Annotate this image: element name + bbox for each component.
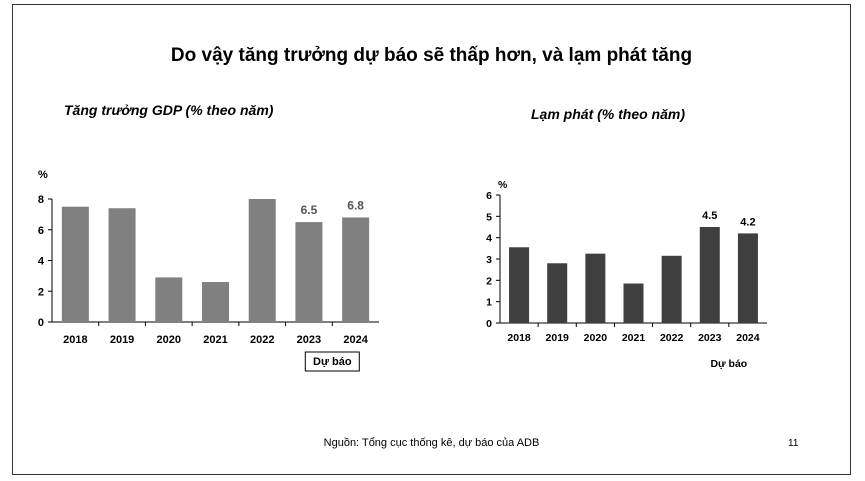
x-tick-label: 2022 (249, 334, 275, 346)
x-tick-label: 2021 (203, 334, 228, 346)
x-tick-label: 2024 (736, 332, 760, 344)
x-tick-label: 2019 (545, 332, 569, 344)
bar-2022 (662, 256, 682, 323)
y-tick-label: 6 (486, 190, 492, 202)
y-axis-label: % (38, 169, 48, 181)
page-number: 11 (788, 438, 799, 449)
forecast-label: Dự báo (710, 358, 748, 370)
bar-2021 (624, 284, 644, 323)
bar-2023 (700, 227, 720, 323)
data-label: 6.8 (347, 198, 364, 213)
x-tick-label: 2022 (659, 332, 684, 344)
bar-2020 (585, 254, 605, 323)
y-tick-label: 5 (486, 211, 492, 224)
source-note: Nguồn: Tổng cục thống kê, dự báo của ADB (323, 437, 540, 449)
bar-2018 (509, 247, 529, 323)
y-tick-label: 8 (37, 194, 44, 206)
x-tick-label: 2020 (583, 332, 608, 344)
x-tick-label: 2023 (698, 332, 722, 344)
y-tick-label: 1 (486, 296, 492, 309)
x-tick-label: 2024 (343, 334, 368, 346)
y-axis-label: % (498, 179, 508, 191)
y-tick-label: 4 (37, 255, 44, 268)
x-tick-label: 2023 (296, 334, 322, 346)
y-tick-label: 2 (486, 275, 492, 288)
y-tick-label: 4 (486, 232, 492, 245)
data-label: 4.5 (702, 210, 718, 222)
inflation-chart-title: Lạm phát (% theo năm) (531, 106, 686, 122)
gdp-chart-title: Tăng trưởng GDP (% theo năm) (64, 102, 274, 118)
x-tick-label: 2018 (507, 332, 531, 344)
bar-2019 (547, 263, 567, 323)
slide-title: Do vậy tăng trưởng dự báo sẽ thấp hơn, và lạm phát tăng (170, 45, 693, 66)
data-label: 4.2 (740, 216, 756, 229)
data-label: 6.5 (300, 203, 318, 218)
forecast-label: Dự báo (313, 356, 352, 368)
y-tick-label: 2 (37, 286, 44, 299)
x-tick-label: 2021 (621, 332, 646, 344)
x-tick-label: 2019 (109, 334, 135, 346)
y-tick-label: 0 (37, 317, 44, 329)
bar-2024 (738, 233, 758, 323)
y-tick-label: 0 (486, 318, 492, 330)
x-tick-label: 2020 (156, 334, 182, 346)
y-tick-label: 3 (486, 254, 492, 266)
y-tick-label: 6 (37, 224, 44, 237)
x-tick-label: 2018 (63, 334, 88, 346)
